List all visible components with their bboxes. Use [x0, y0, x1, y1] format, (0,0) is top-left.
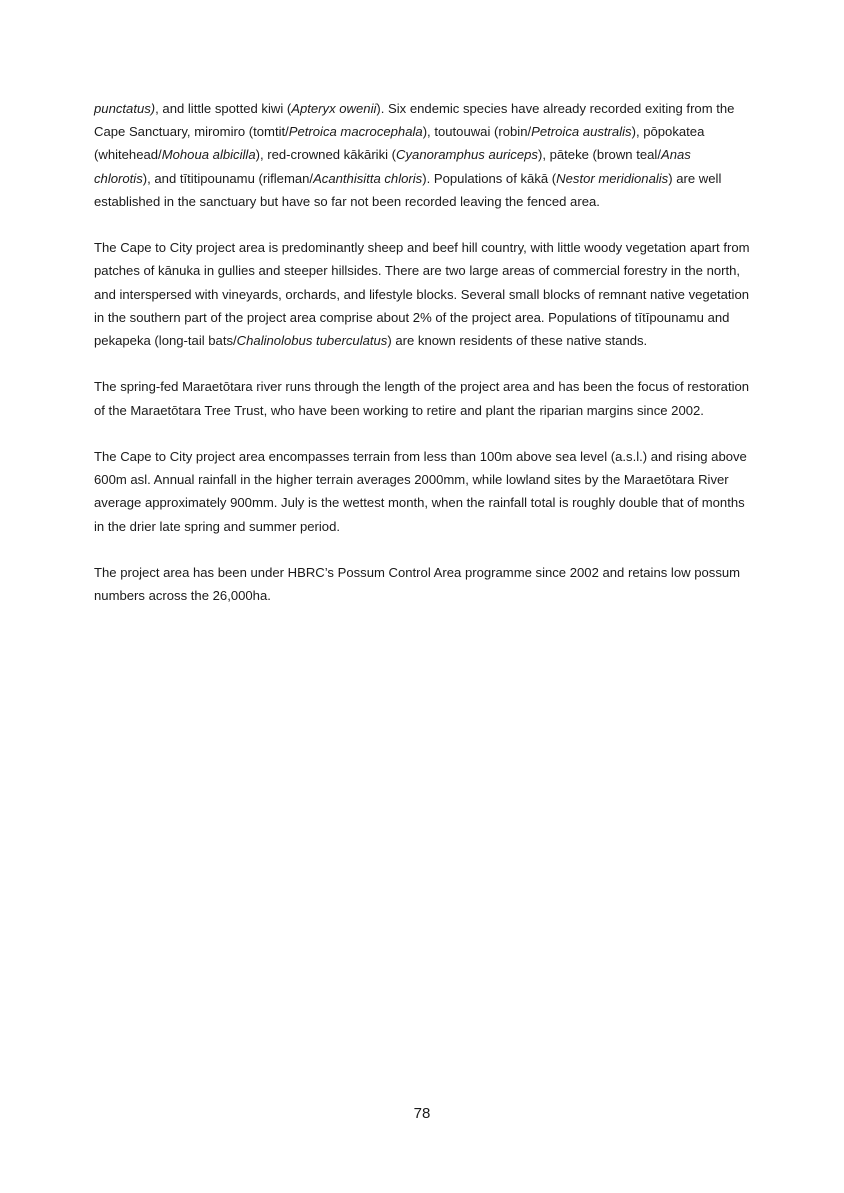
- page-number: 78: [413, 1105, 431, 1122]
- text-run: ) are well established in the sanctuary but have so far not been recorded leaving the fenced area.: [94, 170, 722, 209]
- paragraph: [94, 236, 750, 352]
- paragraph: [94, 561, 750, 607]
- body-text: [94, 97, 750, 631]
- species-name: Apteryx owenii: [291, 101, 377, 116]
- text-run: ). Populations of kākā (: [422, 170, 557, 186]
- species-name: Nestor meridionalis: [556, 170, 669, 186]
- paragraph: [94, 97, 750, 213]
- species-name: Cyanoramphus auriceps: [396, 147, 538, 163]
- species-name: Anas chlorotis: [94, 147, 691, 186]
- species-name: punctatus): [94, 101, 156, 116]
- text-run: The Cape to City project area encompasses terrain from less than 100m above sea level (a.s.l.) and rising above 600m asl. Annual rainfall in the higher terrain averages 2000mm, while lowland sites by the Maraetōtara River average approximately 900mm. July is the wettest month, when the rainfall total is roughly double that of months in the drier late spring and summer period.: [94, 449, 747, 534]
- text-run: ), pōpokatea (whitehead/: [94, 124, 705, 163]
- text-run: The project area has been under HBRC’s Possum Control Area programme since 2002 and retains low possum numbers across the 26,000ha.: [94, 565, 741, 604]
- species-name: Acanthisitta chloris: [313, 170, 423, 186]
- text-run: ), toutouwai (robin/: [422, 124, 532, 140]
- species-name: Petroica australis: [531, 124, 632, 140]
- species-name: Chalinolobus tuberculatus: [236, 333, 388, 349]
- text-run: ), and tītitipounamu (rifleman/: [142, 170, 314, 186]
- text-run: ). Six endemic species have already recorded exiting from the Cape Sanctuary, miromiro (tomtit/: [94, 101, 735, 140]
- text-run: The spring-fed Maraetōtara river runs through the length of the project area and has been the focus of restoration of the Maraetōtara Tree Trust, who have been working to retire and plant the riparian margins since 2002.: [94, 379, 750, 418]
- paragraph: [94, 375, 750, 421]
- text-run: , and little spotted kiwi (: [155, 101, 292, 116]
- species-name: Mohoua albicilla: [161, 147, 256, 163]
- text-run: The Cape to City project area is predominantly sheep and beef hill country, with little woody vegetation apart from patches of kānuka in gullies and steeper hillsides. There are two large areas of commercial forestry in the north, and interspersed with vineyards, orchards, and lifestyle blocks. Several small blocks of remnant native vegetation in the southern part of the project area comprise about 2% of the project area. Populations of tītīpounamu and pekapeka (long-tail bats/: [94, 240, 750, 349]
- text-run: ), pāteke (brown teal/: [537, 147, 661, 163]
- text-run: ), red-crowned kākāriki (: [255, 147, 397, 163]
- text-run: ) are known residents of these native stands.: [387, 333, 648, 349]
- species-name: Petroica macrocephala: [288, 124, 423, 140]
- paragraph: [94, 445, 750, 538]
